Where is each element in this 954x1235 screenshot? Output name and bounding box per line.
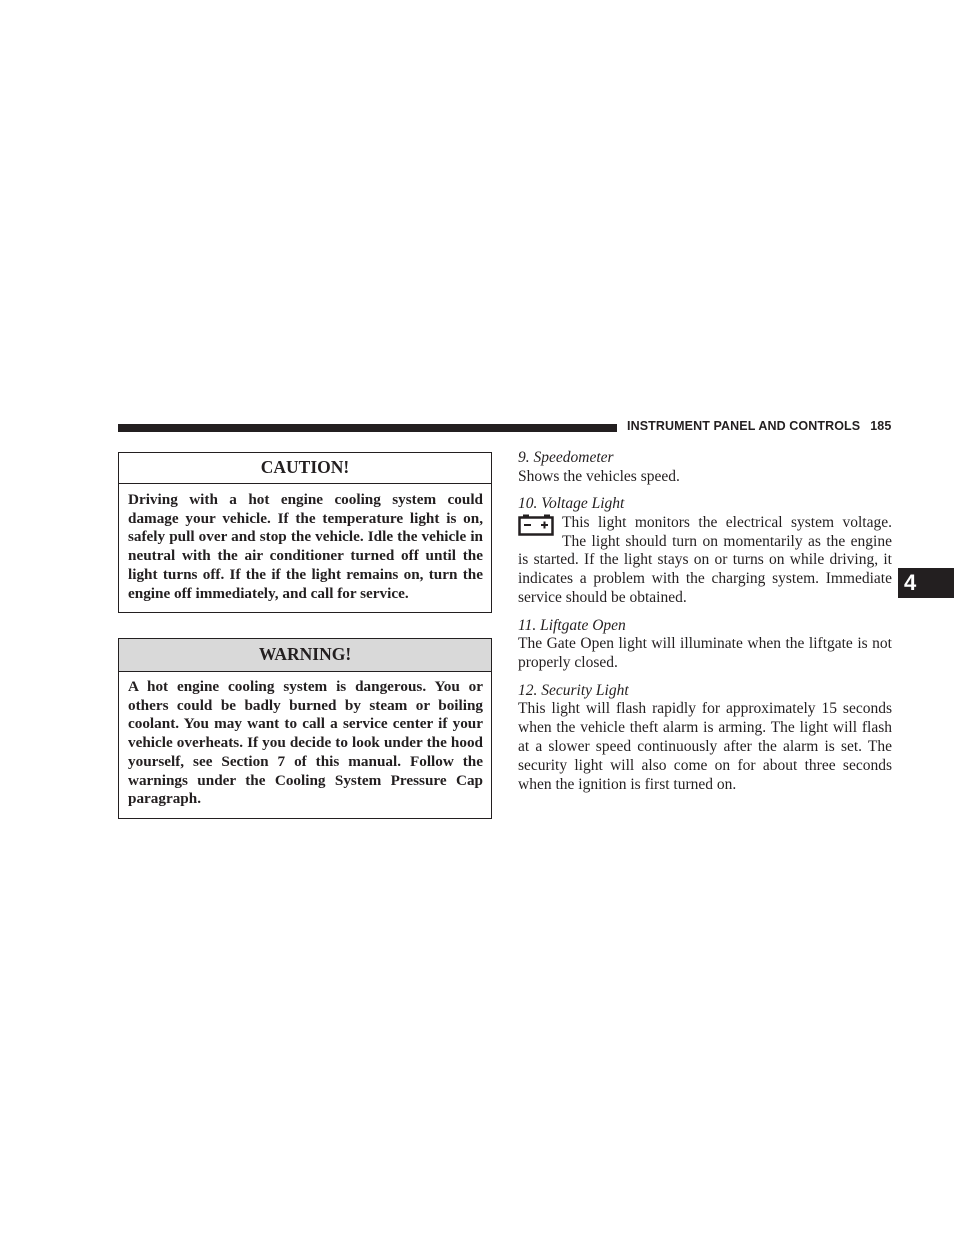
section-body: The Gate Open light will illuminate when the liftgate is not properly closed. <box>518 635 892 672</box>
section-heading: 10. Voltage Light <box>518 495 625 513</box>
warning-body: A hot engine cooling system is dangerous. You or others could be badly burned by steam or boiling coolant. You may want to call a service center if your vehicle overheats. If you decide to look under the hood yourself, see Section 7 of this manual. Follow the warnings under the Cooling System Pressure Cap paragraph. <box>128 678 483 808</box>
warning-box <box>118 638 492 819</box>
caution-box <box>118 452 492 613</box>
section-security-light <box>518 682 892 794</box>
caution-title: CAUTION! <box>119 453 491 484</box>
section-voltage-light <box>518 495 892 607</box>
header-rule <box>118 424 617 432</box>
section-liftgate-open <box>518 617 892 673</box>
section-title: INSTRUMENT PANEL AND CONTROLS <box>627 419 861 433</box>
chapter-tab: 4 <box>898 568 954 598</box>
section-body: This light monitors the electrical system voltage. The light should turn on momentarily as the engine is started. If the light stays on or turns on while driving, it indicates a problem with the charging system. Immediate service should be obtained. <box>518 513 892 606</box>
section-heading: 11. Liftgate Open <box>518 616 626 634</box>
battery-icon <box>518 514 556 536</box>
page-number: 185 <box>870 419 892 433</box>
warning-title: WARNING! <box>119 639 491 672</box>
section-heading: 9. Speedometer <box>518 449 614 466</box>
right-column <box>518 449 892 803</box>
caution-body: Driving with a hot engine cooling system could damage your vehicle. If the temperature light is on, safely pull over and stop the vehicle. Idle the vehicle in neutral with the air conditioner turned off until the light turns off. If the if the light remains on, turn the engine off immediately, and call for service. <box>128 491 483 602</box>
section-body: Shows the vehicles speed. <box>518 467 680 485</box>
section-body: This light will flash rapidly for approximately 15 seconds when the vehicle theft alarm is arming. The light will flash at a slower speed continuously after the alarm is set. The security light will also come on for about three seconds when the ignition is first turned on. <box>518 700 892 793</box>
section-speedometer <box>518 449 892 486</box>
running-header <box>627 419 891 433</box>
section-heading: 12. Security Light <box>518 681 629 699</box>
